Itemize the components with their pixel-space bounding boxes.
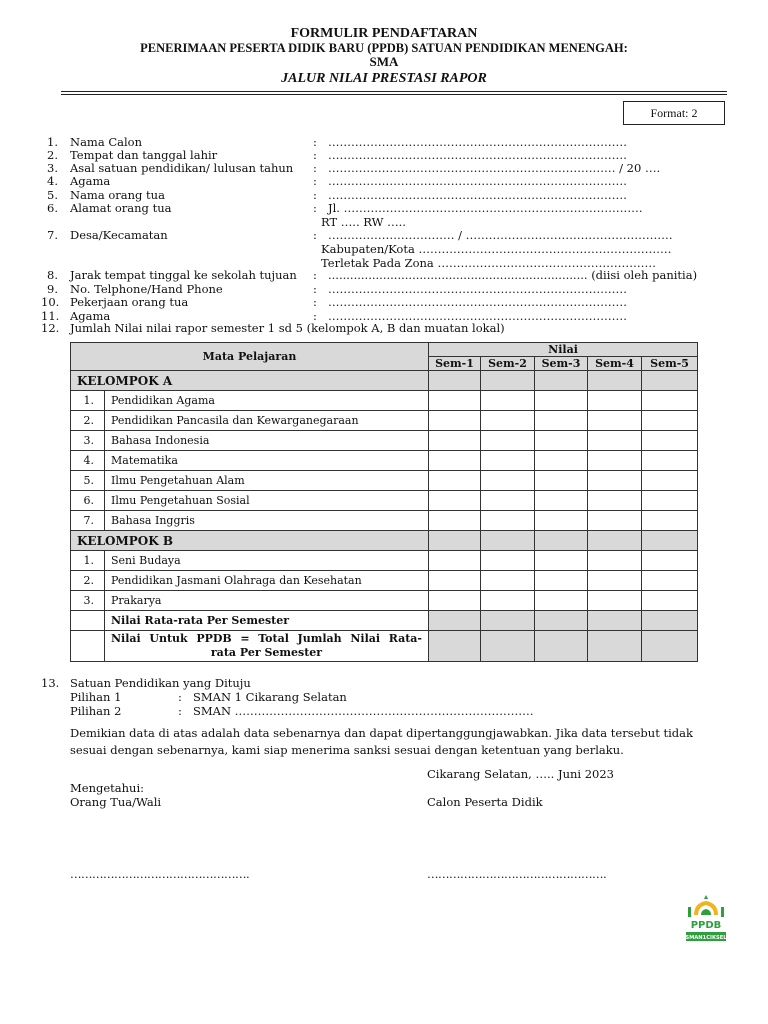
grade-cell[interactable] bbox=[429, 491, 481, 511]
grade-cell[interactable] bbox=[642, 591, 698, 611]
grade-cell[interactable] bbox=[429, 411, 481, 431]
field-label: Jarak tempat tinggal ke sekolah tujuan bbox=[70, 268, 297, 282]
school-level: SMA bbox=[369, 54, 399, 69]
ppdb-logo bbox=[684, 893, 728, 945]
subject-header: Mata Pelajaran bbox=[71, 343, 429, 371]
ppdb-label-line2: rata Per Semester bbox=[210, 646, 323, 659]
zona-line[interactable]: Terletak Pada Zona ………………………………………………… bbox=[321, 256, 656, 270]
pilihan2-colon: : bbox=[178, 704, 182, 718]
group-a-header: KELOMPOK A bbox=[71, 371, 429, 391]
field-value[interactable]: …………………………………………………………………… bbox=[328, 295, 627, 309]
average-cell[interactable] bbox=[481, 611, 535, 631]
grade-cell[interactable] bbox=[481, 551, 535, 571]
field-value[interactable]: …………………………………………………………………… bbox=[328, 135, 627, 149]
subject-name: Prakarya bbox=[105, 591, 429, 611]
average-cell[interactable] bbox=[429, 611, 481, 631]
grade-cell[interactable] bbox=[429, 471, 481, 491]
subject-name: Ilmu Pengetahuan Sosial bbox=[105, 491, 429, 511]
field-label: Agama bbox=[70, 309, 111, 323]
field-label: Tempat dan tanggal lahir bbox=[70, 148, 218, 162]
grade-cell[interactable] bbox=[481, 431, 535, 451]
grade-cell[interactable] bbox=[429, 431, 481, 451]
parent-signature-label: Orang Tua/Wali bbox=[70, 795, 162, 809]
semester-header: Sem-2 bbox=[481, 357, 535, 371]
field-colon: : bbox=[313, 295, 317, 309]
grade-cell[interactable] bbox=[588, 451, 642, 471]
field-label: Desa/Kecamatan bbox=[70, 228, 168, 242]
row-number: 6. bbox=[71, 491, 105, 511]
field-number: 5. bbox=[47, 188, 58, 202]
table-row bbox=[71, 431, 698, 451]
grade-cell[interactable] bbox=[481, 391, 535, 411]
grade-cell[interactable] bbox=[588, 471, 642, 491]
group-cell bbox=[481, 371, 535, 391]
grade-cell[interactable] bbox=[481, 471, 535, 491]
grade-cell[interactable] bbox=[642, 491, 698, 511]
field-value[interactable]: ………………………………………………………………… / 20 …. bbox=[328, 161, 661, 175]
ppdb-label-line1: Nilai Untuk PPDB = Total Jumlah Nilai Rata- bbox=[111, 632, 422, 645]
grade-cell[interactable] bbox=[429, 571, 481, 591]
empty-cell bbox=[71, 631, 105, 662]
field-number: 8. bbox=[47, 268, 58, 282]
semester-header: Sem-5 bbox=[642, 357, 698, 371]
grade-cell[interactable] bbox=[642, 431, 698, 451]
subject-name: Pendidikan Agama bbox=[105, 391, 429, 411]
grade-cell[interactable] bbox=[588, 551, 642, 571]
field-colon: : bbox=[313, 188, 317, 202]
average-cell[interactable] bbox=[535, 611, 588, 631]
grade-cell[interactable] bbox=[535, 591, 588, 611]
table-row bbox=[71, 471, 698, 491]
grade-cell[interactable] bbox=[588, 591, 642, 611]
grade-cell[interactable] bbox=[535, 571, 588, 591]
row-number: 2. bbox=[71, 411, 105, 431]
group-cell bbox=[588, 531, 642, 551]
grade-cell[interactable] bbox=[429, 391, 481, 411]
table-row bbox=[71, 411, 698, 431]
field-number: 11. bbox=[41, 309, 60, 323]
field-value[interactable]: …………………………………………………………………… bbox=[328, 282, 627, 296]
row-number: 1. bbox=[71, 551, 105, 571]
group-cell bbox=[481, 531, 535, 551]
grade-cell[interactable] bbox=[481, 451, 535, 471]
ppdb-total-cell[interactable] bbox=[642, 631, 698, 662]
subject-name: Pendidikan Jasmani Olahraga dan Kesehatan bbox=[105, 571, 429, 591]
field-number: 2. bbox=[47, 148, 58, 162]
table-row bbox=[71, 511, 698, 531]
field-number: 4. bbox=[47, 174, 58, 188]
grade-cell[interactable] bbox=[642, 551, 698, 571]
field-number: 1. bbox=[47, 135, 58, 149]
row-number: 5. bbox=[71, 471, 105, 491]
grade-cell[interactable] bbox=[588, 571, 642, 591]
grade-cell[interactable] bbox=[588, 511, 642, 531]
declaration-text: Demikian data di atas adalah data sebenarnya dan dapat dipertanggungjawabkan. Jika data tersebut tidak sesuai dengan sebenarnya, kami siap menerima sanksi sesuai dengan ketentuan yang berlaku. bbox=[70, 726, 693, 757]
row-number: 2. bbox=[71, 571, 105, 591]
item13-label: Satuan Pendidikan yang Dituju bbox=[70, 676, 251, 690]
group-cell bbox=[642, 531, 698, 551]
field-value[interactable]: …………………………………………………………………… bbox=[328, 174, 627, 188]
subject-name: Bahasa Inggris bbox=[105, 511, 429, 531]
grade-cell[interactable] bbox=[481, 511, 535, 531]
mengetahui-label: Mengetahui: bbox=[70, 781, 144, 795]
subject-name: Ilmu Pengetahuan Alam bbox=[105, 471, 429, 491]
average-label: Nilai Rata-rata Per Semester bbox=[105, 611, 429, 631]
svg-text:PPDB: PPDB bbox=[690, 920, 722, 931]
field-number: 6. bbox=[47, 201, 58, 215]
field-value[interactable]: …………………………………………………………………… bbox=[328, 309, 627, 323]
field-value[interactable]: …………………………………………………………………… bbox=[328, 188, 627, 202]
student-signature-label: Calon Peserta Didik bbox=[427, 795, 543, 809]
field-colon: : bbox=[313, 201, 317, 215]
grade-cell[interactable] bbox=[429, 551, 481, 571]
student-signature-line[interactable]: …………………………………………. bbox=[427, 867, 607, 881]
pilihan2-label: Pilihan 2 bbox=[70, 704, 122, 718]
grades-table bbox=[70, 342, 698, 662]
field-label: Asal satuan pendidikan/ lulusan tahun bbox=[70, 161, 294, 175]
item12-label: Jumlah Nilai nilai rapor semester 1 sd 5 (kelompok A, B dan muatan lokal) bbox=[70, 321, 505, 335]
field-number: 10. bbox=[41, 295, 60, 309]
row-number: 7. bbox=[71, 511, 105, 531]
ppdb-total-cell[interactable] bbox=[535, 631, 588, 662]
field-label: Pekerjaan orang tua bbox=[70, 295, 189, 309]
field-colon: : bbox=[313, 228, 317, 242]
field-number: 9. bbox=[47, 282, 58, 296]
field-colon: : bbox=[313, 174, 317, 188]
table-row bbox=[71, 571, 698, 591]
table-row bbox=[71, 391, 698, 411]
grade-cell[interactable] bbox=[642, 391, 698, 411]
group-cell bbox=[429, 531, 481, 551]
grade-cell[interactable] bbox=[642, 411, 698, 431]
grade-cell[interactable] bbox=[535, 411, 588, 431]
group-cell bbox=[642, 371, 698, 391]
field-value[interactable]: …………………………… / ……………………………………………… bbox=[328, 228, 673, 242]
field-label: Nama orang tua bbox=[70, 188, 165, 202]
table-row bbox=[71, 491, 698, 511]
grade-cell[interactable] bbox=[588, 411, 642, 431]
grade-cell[interactable] bbox=[535, 511, 588, 531]
field-number: 3. bbox=[47, 161, 58, 175]
admission-path: JALUR NILAI PRESTASI RAPOR bbox=[281, 71, 487, 86]
grade-cell[interactable] bbox=[429, 591, 481, 611]
header-rule-bottom bbox=[61, 94, 727, 95]
grade-cell[interactable] bbox=[535, 471, 588, 491]
group-b-header: KELOMPOK B bbox=[71, 531, 429, 551]
semester-header: Sem-1 bbox=[429, 357, 481, 371]
field-label: Alamat orang tua bbox=[70, 201, 172, 215]
row-number: 4. bbox=[71, 451, 105, 471]
grade-cell[interactable] bbox=[535, 391, 588, 411]
semester-header: Sem-4 bbox=[588, 357, 642, 371]
grade-cell[interactable] bbox=[588, 491, 642, 511]
form-title: FORMULIR PENDAFTARAN bbox=[290, 26, 478, 41]
place-date: Cikarang Selatan, ….. Juni 2023 bbox=[427, 767, 614, 781]
grade-cell[interactable] bbox=[535, 491, 588, 511]
semester-header: Sem-3 bbox=[535, 357, 588, 371]
field-colon: : bbox=[313, 148, 317, 162]
pilihan2-value[interactable]: SMAN …………………………………………………………………… bbox=[193, 704, 534, 718]
subject-name: Seni Budaya bbox=[105, 551, 429, 571]
empty-cell bbox=[71, 611, 105, 631]
field-value[interactable]: ....................................................................... (diisi oleh panitia) bbox=[328, 268, 698, 282]
subject-name: Matematika bbox=[105, 451, 429, 471]
grade-cell[interactable] bbox=[642, 511, 698, 531]
pilihan1-label: Pilihan 1 bbox=[70, 690, 122, 704]
table-row bbox=[71, 591, 698, 611]
average-cell[interactable] bbox=[642, 611, 698, 631]
field-label: Agama bbox=[70, 174, 111, 188]
form-subtitle: PENERIMAAN PESERTA DIDIK BARU (PPDB) SATUAN PENDIDIKAN MENENGAH: bbox=[140, 41, 628, 55]
grade-cell[interactable] bbox=[481, 591, 535, 611]
field-value[interactable]: Jl. …………………………………………………………………… bbox=[328, 201, 643, 215]
grade-cell[interactable] bbox=[642, 451, 698, 471]
grade-cell[interactable] bbox=[642, 571, 698, 591]
grade-cell[interactable] bbox=[429, 511, 481, 531]
grade-cell[interactable] bbox=[535, 551, 588, 571]
field-label: No. Telphone/Hand Phone bbox=[70, 282, 223, 296]
field-label: Nama Calon bbox=[70, 135, 142, 149]
average-cell[interactable] bbox=[588, 611, 642, 631]
grade-cell[interactable] bbox=[481, 491, 535, 511]
ppdb-total-cell[interactable] bbox=[429, 631, 481, 662]
row-number: 1. bbox=[71, 391, 105, 411]
nilai-header: Nilai bbox=[429, 343, 698, 357]
group-cell bbox=[429, 371, 481, 391]
field-value[interactable]: …………………………………………………………………… bbox=[328, 148, 627, 162]
item13-number: 13. bbox=[41, 676, 60, 690]
item12-number: 12. bbox=[41, 321, 60, 335]
group-cell bbox=[535, 371, 588, 391]
format-label: Format: 2 bbox=[623, 101, 725, 125]
field-colon: : bbox=[313, 161, 317, 175]
ppdb-total-cell[interactable] bbox=[481, 631, 535, 662]
grade-cell[interactable] bbox=[481, 411, 535, 431]
grade-cell[interactable] bbox=[535, 431, 588, 451]
field-colon: : bbox=[313, 135, 317, 149]
grade-cell[interactable] bbox=[588, 391, 642, 411]
grade-cell[interactable] bbox=[588, 431, 642, 451]
svg-text:SMAN1CIKSEL: SMAN1CIKSEL bbox=[685, 935, 727, 941]
pilihan1-colon: : bbox=[178, 690, 182, 704]
ppdb-total-label bbox=[105, 631, 429, 662]
group-cell bbox=[588, 371, 642, 391]
field-number: 7. bbox=[47, 228, 58, 242]
rt-rw-line[interactable]: RT ….. RW ….. bbox=[321, 215, 406, 229]
grade-cell[interactable] bbox=[429, 451, 481, 471]
table-row bbox=[71, 451, 698, 471]
field-colon: : bbox=[313, 268, 317, 282]
row-number: 3. bbox=[71, 431, 105, 451]
ppdb-total-cell[interactable] bbox=[588, 631, 642, 662]
grade-cell[interactable] bbox=[642, 471, 698, 491]
header-rule-top bbox=[61, 91, 727, 92]
subject-name: Bahasa Indonesia bbox=[105, 431, 429, 451]
parent-signature-line[interactable]: …………………………………………. bbox=[70, 867, 250, 881]
pilihan1-value[interactable]: SMAN 1 Cikarang Selatan bbox=[193, 690, 347, 704]
table-row bbox=[71, 551, 698, 571]
row-number: 3. bbox=[71, 591, 105, 611]
grade-cell[interactable] bbox=[481, 571, 535, 591]
field-colon: : bbox=[313, 309, 317, 323]
grade-cell[interactable] bbox=[535, 451, 588, 471]
group-cell bbox=[535, 531, 588, 551]
subject-name: Pendidikan Pancasila dan Kewarganegaraan bbox=[105, 411, 429, 431]
field-colon: : bbox=[313, 282, 317, 296]
kabupaten-line[interactable]: Kabupaten/Kota ………………………………………………………… bbox=[321, 242, 672, 256]
